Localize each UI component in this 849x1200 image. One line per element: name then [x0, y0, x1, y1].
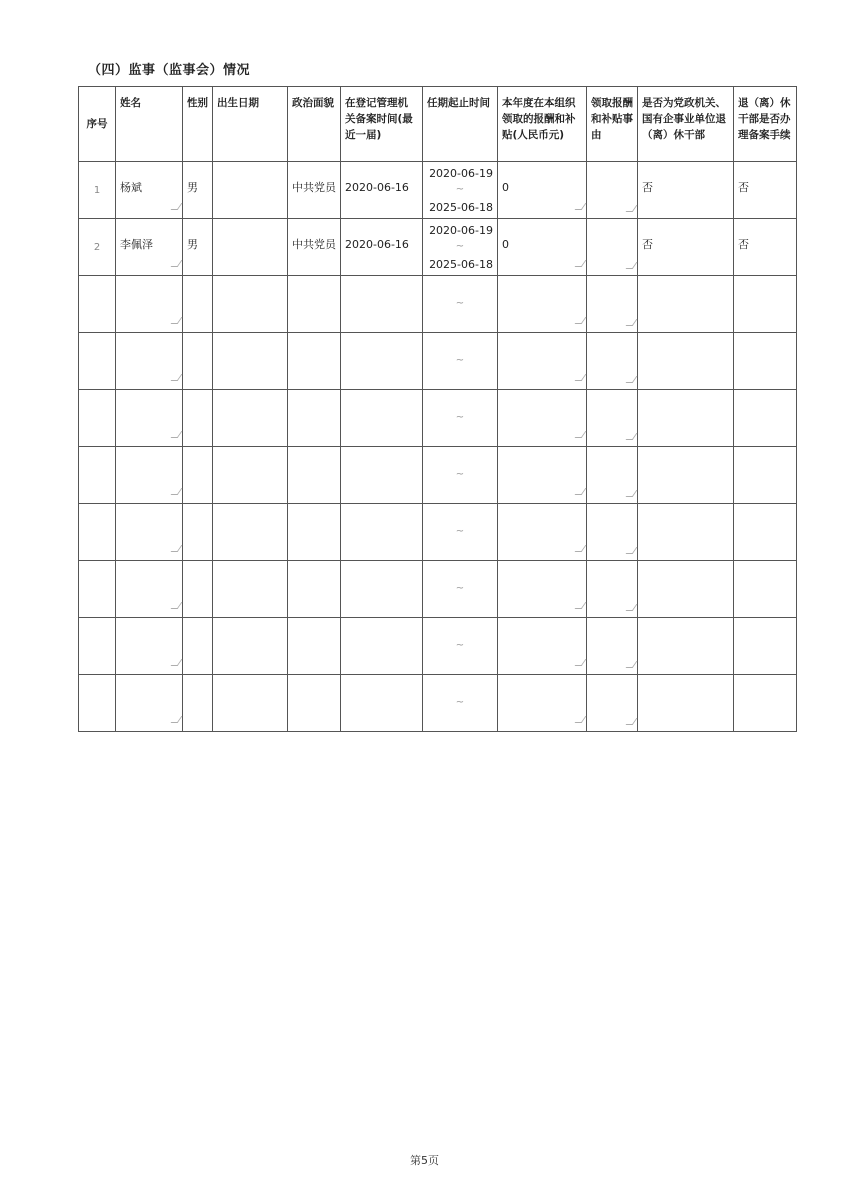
table-row [79, 561, 797, 618]
cell-term [423, 162, 498, 219]
cell-gender [183, 390, 213, 447]
table-row [79, 162, 797, 219]
header-gender: 性别 [183, 87, 213, 162]
cell-gender [183, 219, 213, 276]
cell-seq [79, 504, 116, 561]
cell-political-status [288, 333, 341, 390]
resize-handle-icon[interactable] [171, 260, 183, 267]
cell-retired-cadre-value: 否 [642, 181, 653, 194]
cell-remuneration-value: 0 [502, 181, 509, 194]
cell-gender-value: 男 [187, 238, 198, 251]
cell-seq [79, 276, 116, 333]
resize-handle-icon[interactable] [171, 488, 183, 495]
table-body [79, 162, 797, 732]
cell-remuneration[interactable] [498, 504, 587, 561]
header-remuneration: 本年度在本组织领取的报酬和补贴(人民币元) [498, 87, 587, 162]
cell-term-start: 2020-06-19 [429, 224, 493, 237]
cell-retired-cadre-value: 否 [642, 238, 653, 251]
header-seq: 序号 [79, 87, 116, 162]
cell-birth-date [213, 276, 288, 333]
cell-gender [183, 447, 213, 504]
cell-record-time [341, 162, 423, 219]
cell-seq [79, 390, 116, 447]
cell-remuneration-reason[interactable] [587, 561, 638, 618]
cell-term-sep: ~ [455, 412, 465, 423]
cell-retired-record [734, 390, 797, 447]
cell-seq-value: 2 [93, 242, 101, 253]
cell-name[interactable] [116, 561, 183, 618]
cell-name[interactable] [116, 447, 183, 504]
resize-handle-icon[interactable] [575, 374, 587, 381]
cell-retired-record [734, 219, 797, 276]
cell-retired-cadre [638, 333, 734, 390]
resize-handle-icon[interactable] [626, 433, 638, 440]
cell-name[interactable] [116, 162, 183, 219]
cell-record-time [341, 561, 423, 618]
cell-retired-record [734, 561, 797, 618]
cell-record-time [341, 447, 423, 504]
header-political-status: 政治面貌 [288, 87, 341, 162]
cell-term-sep: ~ [455, 298, 465, 309]
cell-seq [79, 561, 116, 618]
cell-name-value: 杨斌 [120, 181, 142, 194]
cell-retired-cadre [638, 390, 734, 447]
cell-birth-date [213, 618, 288, 675]
resize-handle-icon[interactable] [171, 602, 183, 609]
resize-handle-icon[interactable] [626, 205, 638, 212]
cell-birth-date [213, 675, 288, 732]
table-row [79, 333, 797, 390]
resize-handle-icon[interactable] [626, 718, 638, 725]
cell-remuneration-reason[interactable] [587, 447, 638, 504]
cell-retired-record [734, 333, 797, 390]
cell-term [423, 333, 498, 390]
cell-remuneration[interactable] [498, 618, 587, 675]
cell-term [423, 675, 498, 732]
table-row [79, 276, 797, 333]
cell-retired-cadre [638, 675, 734, 732]
cell-name[interactable] [116, 618, 183, 675]
resize-handle-icon[interactable] [575, 431, 587, 438]
cell-term [423, 276, 498, 333]
cell-retired-cadre [638, 561, 734, 618]
cell-political-status [288, 219, 341, 276]
cell-name[interactable] [116, 675, 183, 732]
cell-name[interactable] [116, 390, 183, 447]
header-term: 任期起止时间 [423, 87, 498, 162]
cell-gender [183, 675, 213, 732]
header-remuneration-reason: 领取报酬和补贴事由 [587, 87, 638, 162]
cell-retired-cadre [638, 219, 734, 276]
cell-record-time [341, 675, 423, 732]
cell-remuneration-reason[interactable] [587, 504, 638, 561]
cell-seq [79, 675, 116, 732]
cell-gender [183, 333, 213, 390]
cell-political-status [288, 504, 341, 561]
cell-gender-value: 男 [187, 181, 198, 194]
resize-handle-icon[interactable] [575, 488, 587, 495]
cell-gender [183, 162, 213, 219]
cell-birth-date [213, 162, 288, 219]
cell-retired-record [734, 162, 797, 219]
cell-remuneration[interactable] [498, 333, 587, 390]
cell-seq [79, 447, 116, 504]
cell-name-value: 李佩泽 [120, 238, 153, 251]
cell-term-sep: ~ [455, 526, 465, 537]
resize-handle-icon[interactable] [575, 602, 587, 609]
cell-record-time-value: 2020-06-16 [345, 238, 409, 251]
cell-remuneration[interactable] [498, 447, 587, 504]
section-title: （四）监事（监事会）情况 [88, 63, 251, 78]
cell-political-status [288, 447, 341, 504]
cell-name[interactable] [116, 276, 183, 333]
cell-record-time [341, 390, 423, 447]
header-record-time: 在登记管理机关备案时间(最近一届) [341, 87, 423, 162]
cell-term [423, 618, 498, 675]
header-name: 姓名 [116, 87, 183, 162]
cell-birth-date [213, 390, 288, 447]
cell-retired-record [734, 276, 797, 333]
cell-name[interactable] [116, 219, 183, 276]
table-row [79, 390, 797, 447]
cell-remuneration-reason[interactable] [587, 675, 638, 732]
cell-political-status [288, 675, 341, 732]
cell-retired-record [734, 504, 797, 561]
cell-political-status-value: 中共党员 [292, 238, 336, 251]
cell-remuneration[interactable] [498, 675, 587, 732]
cell-term [423, 561, 498, 618]
resize-handle-icon[interactable] [575, 659, 587, 666]
cell-retired-cadre [638, 618, 734, 675]
cell-gender [183, 504, 213, 561]
table-row [79, 504, 797, 561]
cell-political-status-value: 中共党员 [292, 181, 336, 194]
cell-retired-record [734, 447, 797, 504]
resize-handle-icon[interactable] [626, 604, 638, 611]
cell-birth-date [213, 333, 288, 390]
cell-retired-record [734, 618, 797, 675]
resize-handle-icon[interactable] [626, 319, 638, 326]
cell-record-time [341, 333, 423, 390]
cell-seq [79, 219, 116, 276]
resize-handle-icon[interactable] [171, 317, 183, 324]
cell-remuneration[interactable] [498, 561, 587, 618]
cell-remuneration[interactable] [498, 390, 587, 447]
cell-remuneration-reason[interactable] [587, 390, 638, 447]
cell-birth-date [213, 447, 288, 504]
table-row [79, 219, 797, 276]
cell-political-status [288, 276, 341, 333]
cell-seq [79, 162, 116, 219]
resize-handle-icon[interactable] [575, 545, 587, 552]
cell-term [423, 219, 498, 276]
cell-birth-date [213, 219, 288, 276]
cell-remuneration-reason[interactable] [587, 333, 638, 390]
resize-handle-icon[interactable] [626, 547, 638, 554]
supervisors-table [78, 86, 797, 732]
resize-handle-icon[interactable] [626, 661, 638, 668]
table-row [79, 618, 797, 675]
resize-handle-icon[interactable] [171, 374, 183, 381]
cell-record-time [341, 219, 423, 276]
header-birth-date: 出生日期 [213, 87, 288, 162]
cell-remuneration[interactable] [498, 219, 587, 276]
cell-retired-cadre [638, 447, 734, 504]
cell-birth-date [213, 504, 288, 561]
cell-retired-record-value: 否 [738, 181, 749, 194]
cell-term-sep: ~ [455, 469, 465, 480]
cell-political-status [288, 162, 341, 219]
cell-political-status [288, 390, 341, 447]
cell-gender [183, 618, 213, 675]
cell-retired-record [734, 675, 797, 732]
cell-record-time [341, 504, 423, 561]
cell-term-sep: ~ [455, 583, 465, 594]
resize-handle-icon[interactable] [575, 203, 587, 210]
cell-term-sep: ~ [455, 640, 465, 651]
resize-handle-icon[interactable] [626, 262, 638, 269]
cell-term-start: 2020-06-19 [429, 167, 493, 180]
cell-retired-record-value: 否 [738, 238, 749, 251]
header-retired-record: 退（离）休干部是否办理备案手续 [734, 87, 797, 162]
resize-handle-icon[interactable] [171, 203, 183, 210]
cell-term [423, 504, 498, 561]
cell-record-time [341, 276, 423, 333]
cell-remuneration[interactable] [498, 276, 587, 333]
cell-seq-value: 1 [93, 185, 101, 196]
resize-handle-icon[interactable] [171, 545, 183, 552]
cell-term-end: 2025-06-18 [429, 201, 493, 214]
cell-name[interactable] [116, 333, 183, 390]
cell-term-sep: ~ [455, 241, 465, 252]
resize-handle-icon[interactable] [626, 490, 638, 497]
cell-remuneration-reason[interactable] [587, 162, 638, 219]
cell-remuneration[interactable] [498, 162, 587, 219]
cell-term [423, 447, 498, 504]
cell-name[interactable] [116, 504, 183, 561]
cell-record-time-value: 2020-06-16 [345, 181, 409, 194]
cell-birth-date [213, 561, 288, 618]
resize-handle-icon[interactable] [171, 716, 183, 723]
table-row [79, 675, 797, 732]
cell-retired-cadre [638, 162, 734, 219]
cell-political-status [288, 618, 341, 675]
resize-handle-icon[interactable] [575, 716, 587, 723]
cell-term-sep: ~ [455, 697, 465, 708]
table-header-row [79, 87, 797, 162]
cell-gender [183, 276, 213, 333]
resize-handle-icon[interactable] [171, 431, 183, 438]
cell-term [423, 390, 498, 447]
page-number: 第5页 [410, 1154, 439, 1167]
cell-term-sep: ~ [455, 355, 465, 366]
resize-handle-icon[interactable] [626, 376, 638, 383]
header-retired-cadre: 是否为党政机关、国有企事业单位退（离）休干部 [638, 87, 734, 162]
cell-remuneration-value: 0 [502, 238, 509, 251]
cell-political-status [288, 561, 341, 618]
resize-handle-icon[interactable] [171, 659, 183, 666]
resize-handle-icon[interactable] [575, 260, 587, 267]
cell-remuneration-reason[interactable] [587, 219, 638, 276]
cell-record-time [341, 618, 423, 675]
resize-handle-icon[interactable] [575, 317, 587, 324]
cell-seq [79, 618, 116, 675]
table-row [79, 447, 797, 504]
cell-seq [79, 333, 116, 390]
cell-term-sep: ~ [455, 184, 465, 195]
cell-term-end: 2025-06-18 [429, 258, 493, 271]
cell-retired-cadre [638, 276, 734, 333]
cell-remuneration-reason[interactable] [587, 276, 638, 333]
cell-retired-cadre [638, 504, 734, 561]
cell-gender [183, 561, 213, 618]
cell-remuneration-reason[interactable] [587, 618, 638, 675]
